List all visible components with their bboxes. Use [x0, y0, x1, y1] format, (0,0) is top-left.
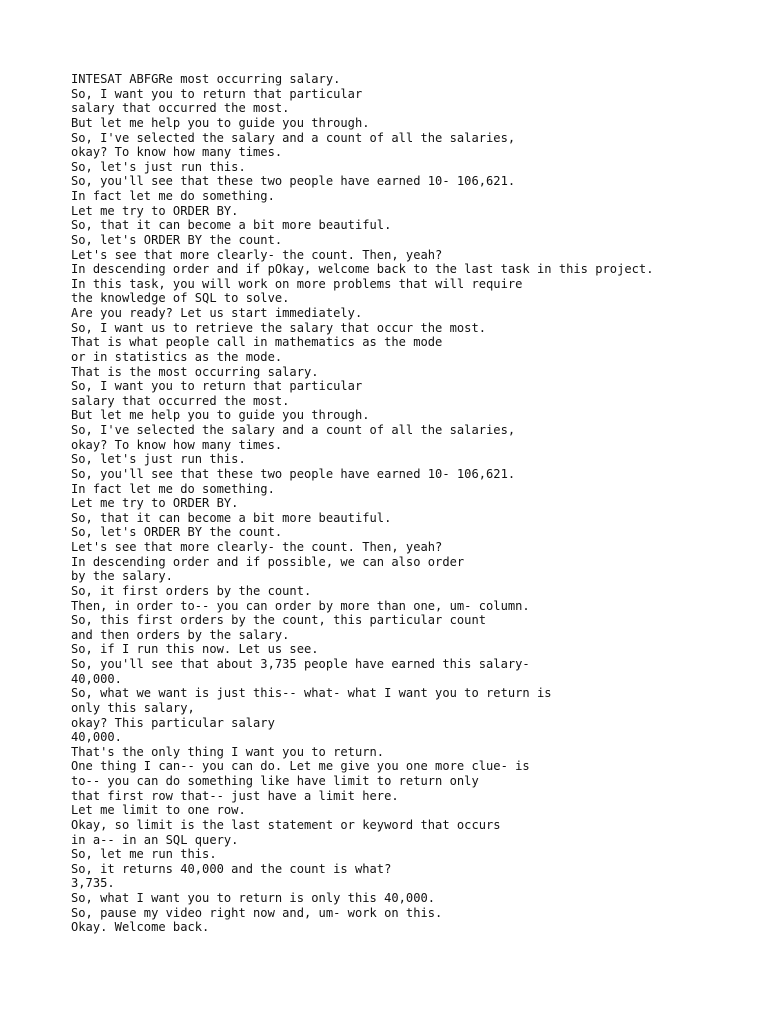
transcript-line: So, you'll see that these two people have earned 10- 106,621. — [71, 174, 516, 189]
transcript-line: and then orders by the salary. — [71, 627, 290, 642]
transcript-line: In fact let me do something. — [71, 189, 275, 203]
transcript-line: Let me try to ORDER BY. — [71, 203, 239, 218]
transcript-line: So, I want you to return that particular — [71, 86, 363, 101]
transcript-line: okay? To know how many times. — [71, 145, 283, 160]
transcript-line: to-- you can do something like have limit to return only — [71, 774, 479, 788]
transcript-line: In descending order and if possible, we can also order — [71, 554, 465, 569]
transcript-line: 3,735. — [71, 876, 115, 891]
transcript-line: So, pause my video right now and, um- work on this. — [71, 905, 443, 920]
transcript-line: One thing I can-- you can do. Let me give you one more clue- is — [71, 759, 530, 774]
transcript-line: only this salary, — [71, 700, 195, 715]
transcript-line: So, I want you to return that particular — [71, 379, 363, 394]
transcript-line: the knowledge of SQL to solve. — [71, 291, 290, 306]
transcript-line: 40,000. — [71, 730, 122, 745]
transcript-line: by the salary. — [71, 569, 173, 584]
transcript-line: But let me help you to guide you through. — [71, 115, 370, 130]
transcript-line: That is what people call in mathematics as the mode — [71, 335, 443, 350]
transcript-line: Let me limit to one row. — [71, 803, 246, 818]
transcript-line: So, let's ORDER BY the count. — [71, 232, 283, 247]
transcript-line: Let's see that more clearly- the count. Then, yeah? — [71, 247, 443, 262]
transcript-line: So, what I want you to return is only this 40,000. — [71, 891, 436, 905]
transcript-line: But let me help you to guide you through. — [71, 408, 370, 423]
transcript-line: So, I've selected the salary and a count of all the salaries, — [71, 130, 516, 145]
transcript-line: So, you'll see that about 3,735 people have earned this salary- — [71, 657, 530, 671]
transcript-text — [71, 72, 761, 935]
transcript-line: So, let's ORDER BY the count. — [71, 525, 283, 540]
transcript-line: So, if I run this now. Let us see. — [71, 642, 319, 657]
transcript-line: So, I want us to retrieve the salary that occur the most. — [71, 320, 487, 335]
transcript-line: Okay. Welcome back. — [71, 920, 210, 935]
transcript-line: Then, in order to-- you can order by more than one, um- column. — [71, 598, 530, 613]
transcript-line: Are you ready? Let us start immediately. — [71, 306, 363, 320]
transcript-line: salary that occurred the most. — [71, 393, 290, 408]
transcript-line: Let me try to ORDER BY. — [71, 496, 239, 511]
transcript-line: Let's see that more clearly- the count. Then, yeah? — [71, 540, 443, 554]
transcript-line: So, let's just run this. — [71, 159, 246, 174]
transcript-line: in a-- in an SQL query. — [71, 832, 239, 847]
transcript-line: okay? To know how many times. — [71, 437, 283, 452]
transcript-line: That's the only thing I want you to return. — [71, 744, 385, 759]
transcript-line: okay? This particular salary — [71, 715, 275, 730]
transcript-line: salary that occurred the most. — [71, 101, 290, 116]
transcript-line: In this task, you will work on more problems that will require — [71, 276, 523, 291]
transcript-line: So, this first orders by the count, this particular count — [71, 613, 487, 628]
transcript-line: So, let's just run this. — [71, 452, 246, 467]
transcript-line: that first row that-- just have a limit here. — [71, 788, 399, 803]
transcript-line: 40,000. — [71, 671, 122, 686]
transcript-line: So, that it can become a bit more beautiful. — [71, 218, 392, 233]
transcript-line: INTESAT ABFGRe most occurring salary. — [71, 72, 341, 86]
transcript-line: Okay, so limit is the last statement or keyword that occurs — [71, 817, 501, 832]
transcript-line: So, what we want is just this-- what- what I want you to return is — [71, 686, 552, 701]
transcript-line: So, that it can become a bit more beautiful. — [71, 510, 392, 525]
transcript-line: So, it returns 40,000 and the count is what? — [71, 861, 392, 876]
transcript-line: or in statistics as the mode. — [71, 349, 283, 364]
transcript-line: In fact let me do something. — [71, 481, 275, 496]
transcript-line: That is the most occurring salary. — [71, 364, 319, 379]
transcript-line: So, let me run this. — [71, 847, 217, 862]
transcript-line: So, I've selected the salary and a count of all the salaries, — [71, 423, 516, 437]
transcript-line: In descending order and if pOkay, welcome back to the last task in this project. — [71, 262, 654, 277]
transcript-line: So, you'll see that these two people have earned 10- 106,621. — [71, 466, 516, 481]
transcript-line: So, it first orders by the count. — [71, 583, 312, 598]
